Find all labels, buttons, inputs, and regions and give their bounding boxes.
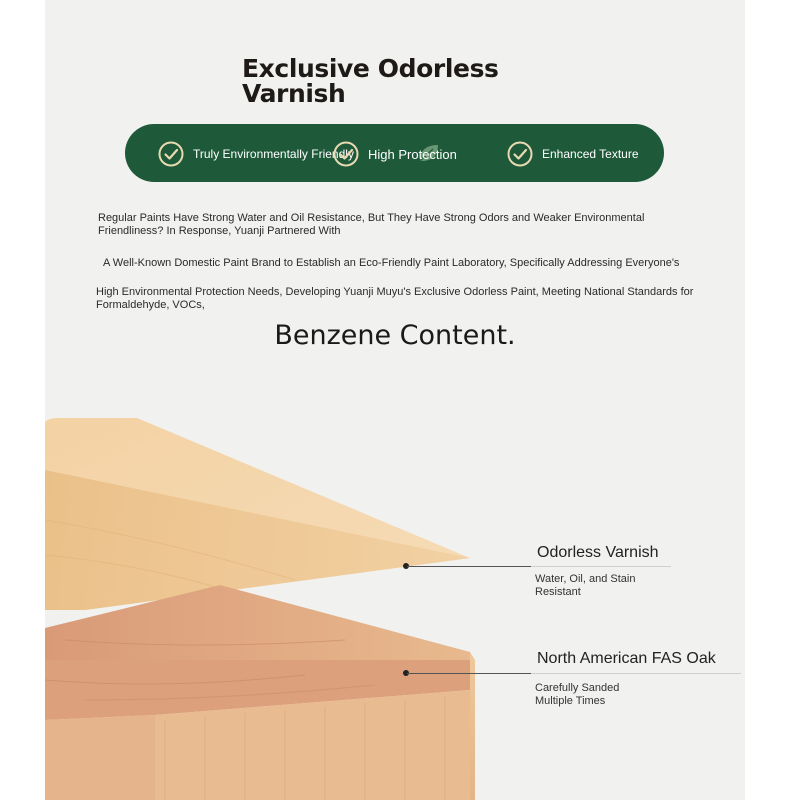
feature-label: Enhanced Texture — [542, 147, 639, 161]
feature-label: High Protection — [368, 146, 457, 162]
feature-label: Truly Environmentally Friendly — [193, 147, 354, 161]
wood-board-illustration — [45, 0, 745, 800]
varnish-layer-name: Odorless Varnish — [537, 544, 659, 561]
varnish-underline — [531, 566, 671, 567]
oak-underline — [531, 673, 741, 674]
big-statement: Benzene Content. — [274, 320, 516, 351]
intro-paragraph: High Environmental Protection Needs, Developing Yuanji Muyu's Exclusive Odorless Paint, Meeting National Standards for Formaldehyde, VOCs, — [96, 286, 694, 311]
intro-paragraph: A Well-Known Domestic Paint Brand to Establish an Eco-Friendly Paint Laboratory, Specifically Addressing Everyone's — [103, 257, 680, 269]
headline: Exclusive Odorless Varnish — [242, 54, 499, 108]
varnish-pointer-line — [407, 566, 535, 567]
oak-layer-desc: Carefully Sanded Multiple Times — [535, 682, 620, 707]
oak-pointer-line — [407, 673, 535, 674]
oak-layer-name: North American FAS Oak — [537, 650, 716, 667]
varnish-layer-desc: Water, Oil, and Stain Resistant — [535, 573, 636, 598]
product-panel — [45, 0, 745, 800]
intro-paragraph: Regular Paints Have Strong Water and Oil Resistance, But They Have Strong Odors and Weaker Environmental Friendliness? In Response, Yuanji Partnered With — [98, 212, 645, 237]
